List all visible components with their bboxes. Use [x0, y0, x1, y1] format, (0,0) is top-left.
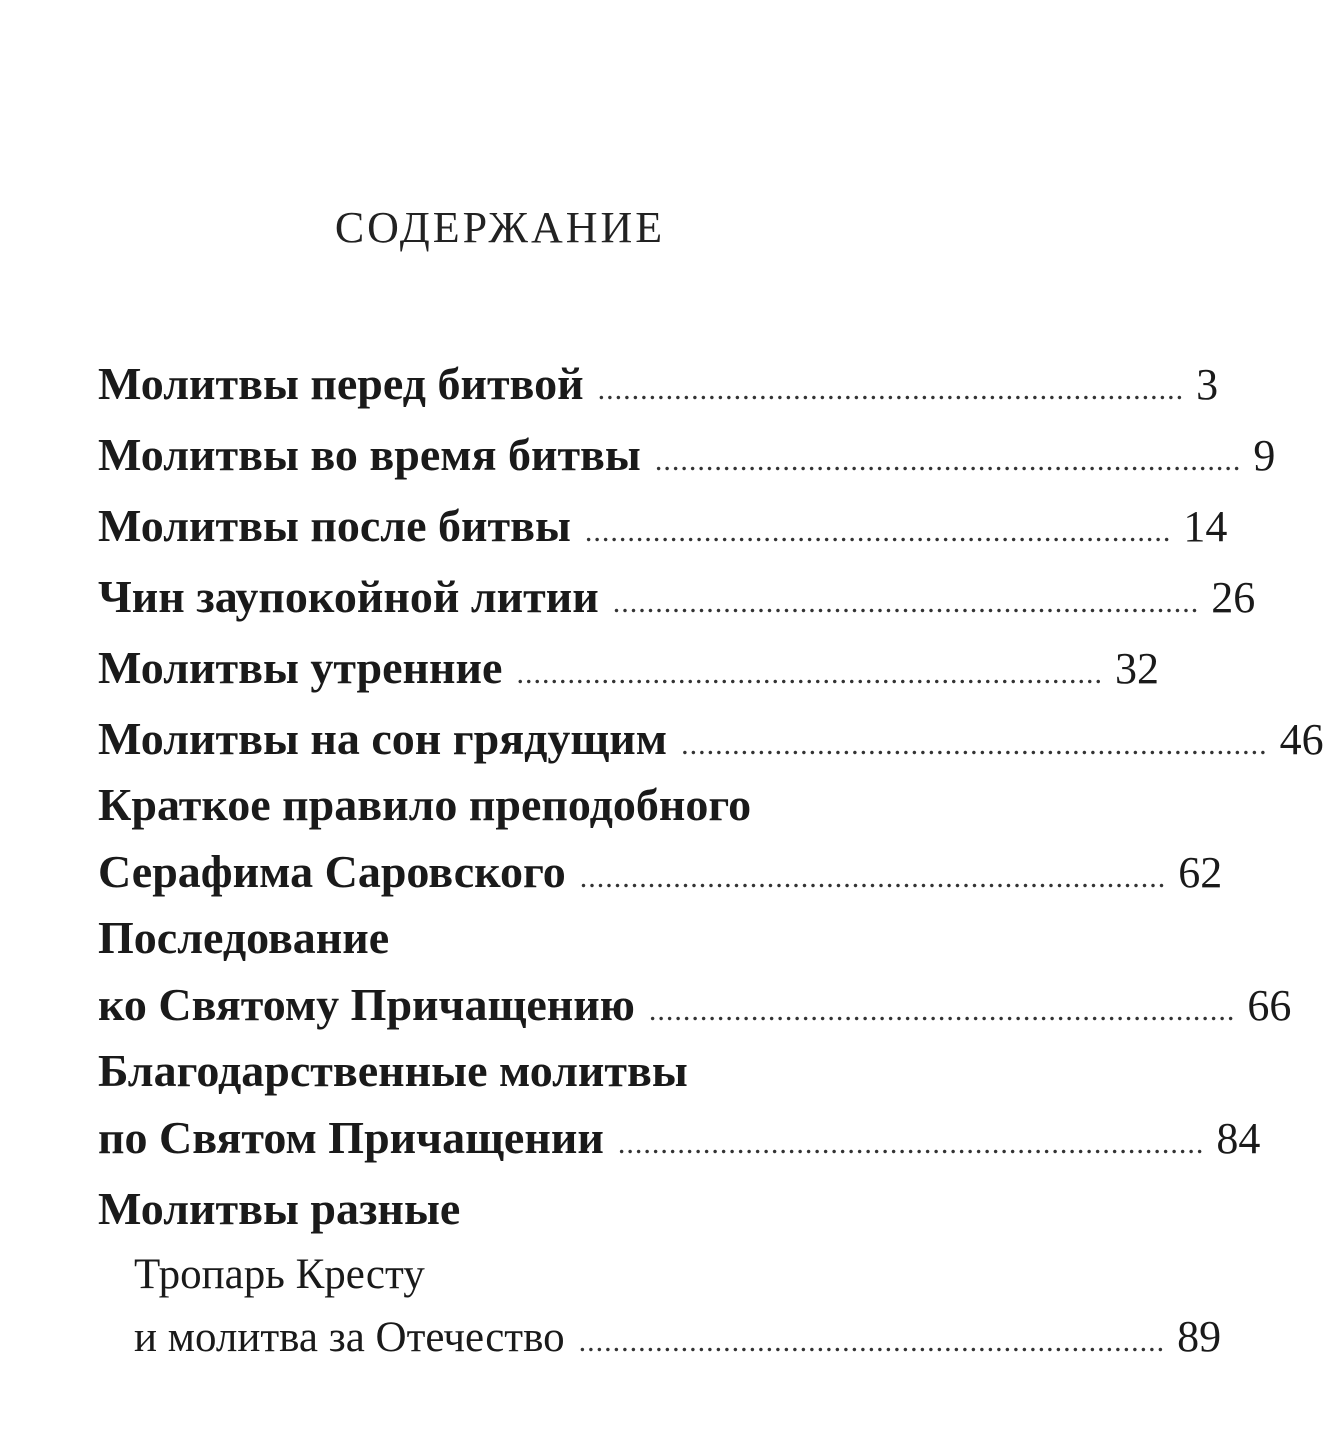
toc-entry-title: ко Святому Причащению: [98, 979, 635, 1030]
toc-page-number: 89: [1177, 1312, 1222, 1361]
toc-page-number: 32: [1114, 644, 1159, 693]
toc-subentry-title: и молитва за Отечество: [134, 1314, 565, 1361]
toc-entry-title: Последование: [98, 912, 390, 963]
toc-entry: [98, 1102, 1261, 1173]
toc-leader-dots: .....................................................................: [597, 373, 1185, 406]
toc-entry: [98, 348, 1219, 419]
toc-entry-title: Молитвы на сон грядущим: [98, 713, 668, 764]
toc-entry-first-line: [98, 907, 894, 969]
toc-leader-dots: .....................................................................: [584, 515, 1172, 548]
toc-page-number: 9: [1253, 431, 1276, 480]
toc-leader-dots: .....................................................................: [612, 586, 1200, 619]
toc-entry-title: Чин заупокойной литии: [98, 571, 599, 622]
toc-entry-title: Молитвы утренние: [98, 642, 503, 693]
toc-entry-first-line: [98, 1040, 894, 1102]
toc-page-number: 14: [1183, 502, 1228, 551]
toc-entry-title: Серафима Саровского: [98, 846, 566, 897]
toc-entry: [98, 836, 1223, 907]
toc-page-number: 46: [1279, 715, 1324, 764]
toc-entry-title: Молитвы перед битвой: [98, 358, 584, 409]
toc-leader-dots: .....................................................................: [654, 444, 1242, 477]
toc-subentry: [98, 1306, 1222, 1368]
toc-entry-title: Благодарственные молитвы: [98, 1045, 688, 1096]
toc-entry-title: Молитвы разные: [98, 1183, 461, 1234]
toc-entry: [98, 632, 1159, 703]
page-title: СОДЕРЖАНИЕ: [334, 203, 666, 252]
toc-page-number: 26: [1211, 573, 1256, 622]
toc-page-number: 3: [1196, 360, 1219, 409]
toc-leader-dots: .....................................................................: [681, 728, 1268, 761]
toc-entry-title: по Святом Причащении: [98, 1112, 604, 1163]
toc-page-number: 84: [1216, 1114, 1261, 1163]
toc-entry-title: Молитвы во время битвы: [98, 429, 641, 480]
toc-entry: [98, 703, 1324, 774]
toc-section-heading: [98, 1173, 894, 1244]
toc-leader-dots: .....................................................................: [516, 657, 1103, 690]
toc-entry-first-line: [98, 774, 894, 836]
toc-subentry-first-line: [98, 1244, 894, 1306]
toc-leader-dots: .....................................................................: [578, 1325, 1166, 1358]
toc-entry: [98, 561, 1256, 632]
toc-entry-title: Краткое правило преподобного: [98, 779, 752, 830]
toc-list: [98, 348, 1324, 1368]
toc-leader-dots: .....................................................................: [617, 1127, 1205, 1160]
toc-entry: [98, 969, 1292, 1040]
toc-page-number: 62: [1178, 848, 1223, 897]
toc-entry: [98, 419, 1276, 490]
toc-entry-title: Молитвы после битвы: [98, 500, 571, 551]
toc-leader-dots: .....................................................................: [648, 994, 1236, 1027]
toc-entry: [98, 490, 1228, 561]
toc-leader-dots: .....................................................................: [579, 861, 1167, 894]
toc-subentry-title: Тропарь Кресту: [134, 1251, 425, 1298]
toc-page-number: 66: [1247, 981, 1292, 1030]
